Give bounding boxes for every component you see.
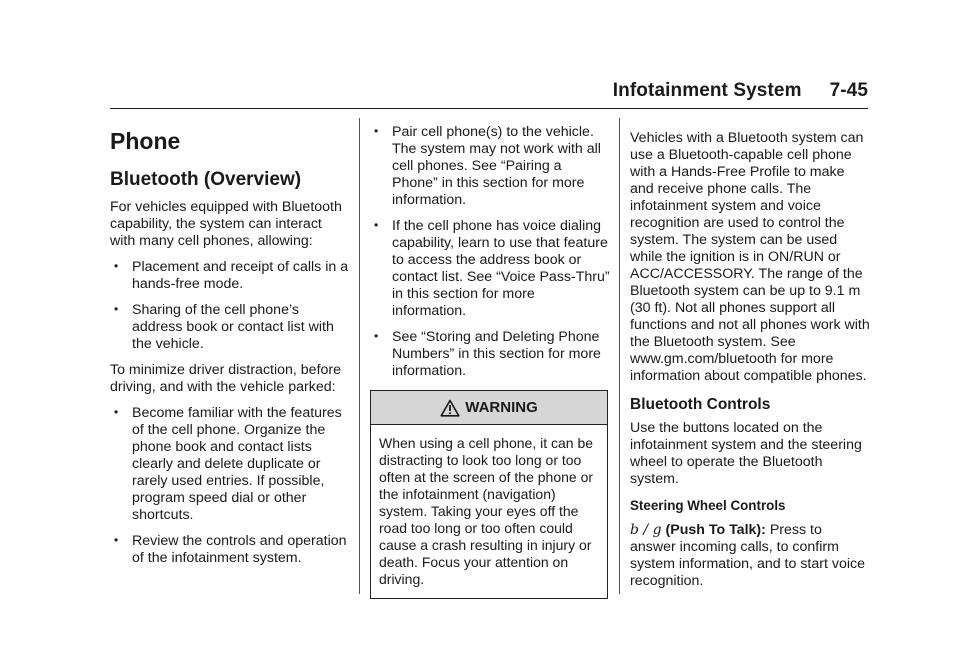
section-heading-phone: Phone — [110, 128, 181, 154]
paragraph: Use the buttons located on the infotainment system and the steering wheel to operate the Bluetooth system. — [630, 420, 862, 487]
bullet-list — [370, 124, 610, 380]
list-item: • Become familiar with the features of the cell phone. Organize the phone book and contact lists clearly and delete duplicate or rarely used entries. If possible, program speed dial or other shortcuts. — [114, 405, 342, 523]
column-divider — [619, 118, 620, 594]
bullet-icon: • — [114, 533, 119, 547]
paragraph: For vehicles equipped with Bluetooth capability, the system can interact with many cell phones, allowing: — [110, 199, 342, 249]
warning-box — [370, 390, 608, 599]
list-item: • If the cell phone has voice dialing capability, learn to use that feature to access the address book or contact list. See “Voice Pass-Thru” in this section for more information. — [374, 218, 610, 319]
page-number: 7-45 — [829, 80, 868, 101]
push-to-talk-icon: b / g — [630, 522, 662, 538]
column-1 — [110, 122, 350, 576]
bullet-list — [110, 405, 350, 567]
warning-title: WARNING — [465, 399, 538, 416]
paragraph: To minimize driver distraction, before driving, and with the vehicle parked: — [110, 362, 342, 395]
list-item: • Review the controls and operation of the infotainment system. — [114, 533, 347, 566]
list-item: • Sharing of the cell phone’s address book or contact list with the vehicle. — [114, 302, 334, 352]
subheading-steering-wheel-controls: Steering Wheel Controls — [630, 498, 786, 513]
bullet-icon: • — [374, 124, 379, 138]
push-to-talk-description — [630, 522, 870, 590]
bullet-icon: • — [114, 259, 119, 273]
page-header — [600, 80, 868, 102]
bullet-icon: • — [114, 302, 119, 316]
column-3 — [630, 130, 870, 599]
bullet-icon: • — [114, 405, 119, 419]
paragraph: Vehicles with a Bluetooth system can use a Bluetooth-capable cell phone with a Hands-Free Profile to make and receive phone calls. The infotainment system and voice recognition are used to control the system. The system can be used while the ignition is in ON/RUN or ACC/ACCESSORY. The range of the Bluetooth system can be up to 9.1 m (30 ft). Not all phones support all functions and not all phones work with the Bluetooth system. See www.gm.com/bluetooth for more information about compatible phones. — [630, 130, 870, 384]
list-item: • Placement and receipt of calls in a hands-free mode. — [114, 259, 349, 292]
subsection-heading-bluetooth-overview: Bluetooth (Overview) — [110, 169, 302, 190]
bullet-list — [110, 259, 350, 353]
push-to-talk-text: Press to answer incoming calls, to confirm system information, and to start voice recognition. — [630, 522, 865, 589]
section-title: Infotainment System — [612, 80, 802, 101]
bullet-icon: • — [374, 329, 379, 343]
warning-text: When using a cell phone, it can be distracting to look too long or too often at the screen of the phone or the infotainment (navigation) system. Taking your eyes off the road too long or too often could cause a crash resulting in injury or death. Focus your attention on driving. — [379, 435, 594, 587]
warning-header — [371, 391, 607, 425]
list-item: • See “Storing and Deleting Phone Numbers” in this section for more information. — [374, 329, 601, 379]
bullet-icon: • — [374, 218, 379, 232]
push-to-talk-label: (Push To Talk): — [665, 522, 766, 538]
header-rule — [110, 108, 868, 109]
subsection-heading-bluetooth-controls: Bluetooth Controls — [630, 396, 771, 413]
list-item: • Pair cell phone(s) to the vehicle. The system may not work with all cell phones. See “Pairing a Phone” in this section for more information. — [374, 124, 601, 208]
warning-triangle-icon — [440, 399, 460, 417]
column-divider — [359, 118, 360, 594]
column-2 — [370, 124, 610, 599]
